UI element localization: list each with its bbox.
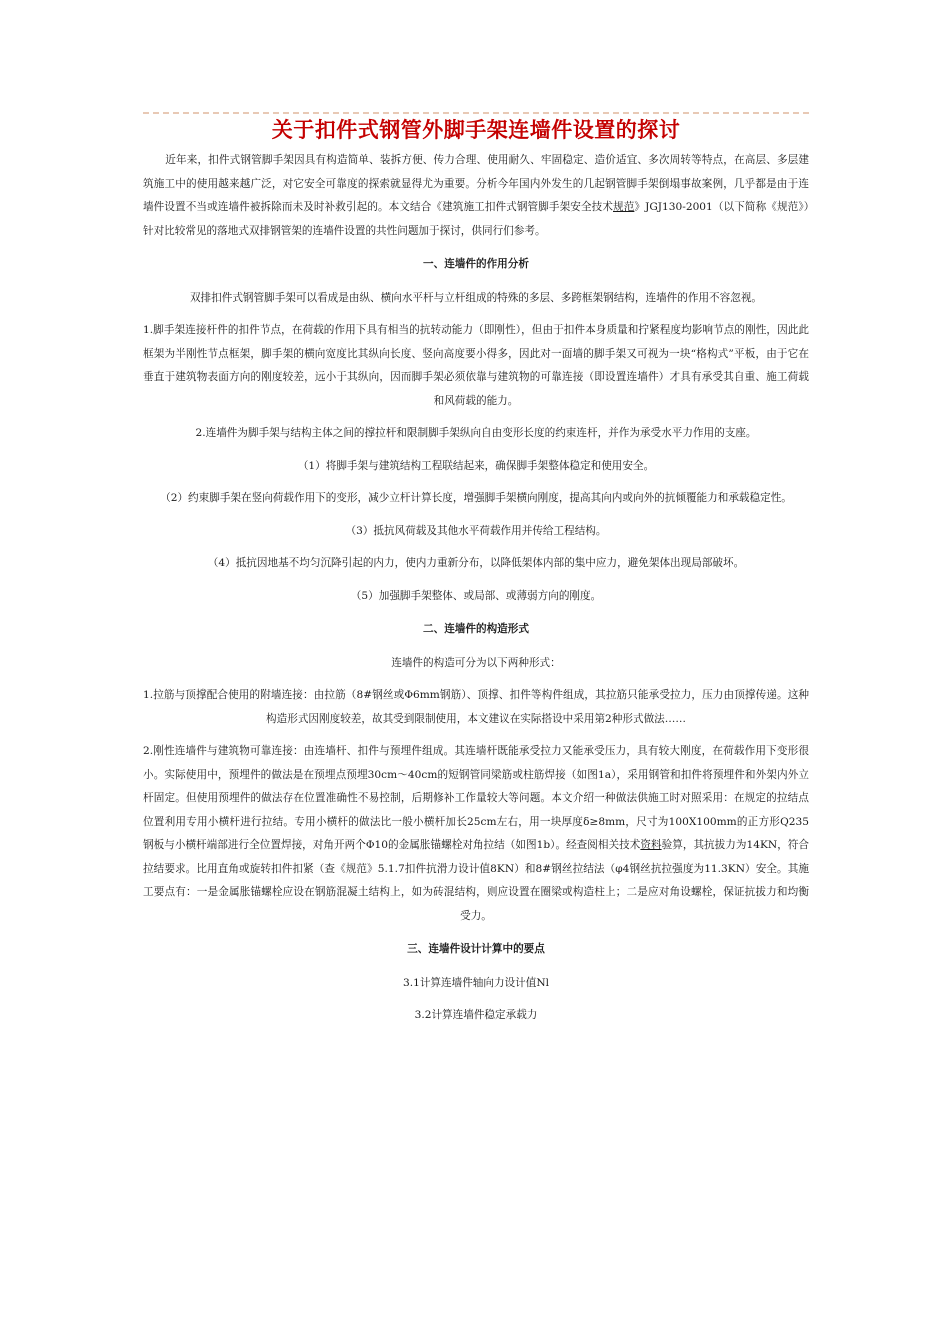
section-1-heading: 一、连墙件的作用分析 <box>423 258 529 270</box>
section-2-para-1: 连墙件的构造可分为以下两种形式： <box>391 656 561 669</box>
list-item-5: （5）加强脚手架整体、或局部、或薄弱方向的刚度。 <box>350 589 602 602</box>
section-2-heading: 二、连墙件的构造形式 <box>423 623 529 635</box>
section-1-para-1: 双排扣件式钢管脚手架可以看成是由纵、横向水平杆与立杆组成的特殊的多层、多跨框架钢结构，连墙件的作用不容忽视。 <box>189 291 763 304</box>
page-title: 关于扣件式钢管外脚手架连墙件设置的探讨 <box>271 117 681 142</box>
link-guifan[interactable]: 规范 <box>613 201 635 213</box>
section-1-para-3: 2.连墙件为脚手架与结构主体之间的撑拉杆和限制脚手架纵向自由变形长度的约束连杆，并作为承受水平力作用的支座。 <box>195 427 757 439</box>
list-item-3: （3）抵抗风荷载及其他水平荷载作用并传给工程结构。 <box>345 524 607 537</box>
section-1-para-2: 1.脚手架连接杆件的扣件节点，在荷载的作用下具有相当的抗转动能力（即刚性），但由于扣件本身质量和拧紧程度均影响节点的刚性，因此此框架为半刚性节点框架，脚手架的横向宽度比其纵向长度、竖向高度要小得多，因此对一面墙的脚手架又可视为一块“格构式”平板，由于它在垂直于建筑物表面方向的刚度较差，远小于其纵向，因而脚手架必须依靠与建筑物的可靠连接（即设置连墙件）才具有承受其自重、施工荷载和风荷载的能力。 <box>143 324 809 407</box>
section-3-item-1: 3.1计算连墙件轴向力设计值Nl <box>402 976 550 989</box>
section-3-item-2: 3.2计算连墙件稳定承载力 <box>414 1009 538 1021</box>
link-ziliao[interactable]: 资料 <box>640 839 662 851</box>
list-item-4: （4）抵抗因地基不均匀沉降引起的内力，使内力重新分布，以降低架体内部的集中应力，避免架体出现局部破坏。 <box>207 557 745 569</box>
title-rule-top <box>143 112 809 114</box>
document-page <box>143 112 809 1037</box>
list-item-2: （2）约束脚手架在竖向荷载作用下的变形，减少立杆计算长度，增强脚手架横向刚度，提高其向内或向外的抗倾覆能力和承载稳定性。 <box>160 492 792 504</box>
section-3-heading: 三、连墙件设计计算中的要点 <box>407 943 545 955</box>
intro-paragraph: 近年来，扣件式钢管脚手架因具有构造简单、装拆方便、传力合理、使用耐久、牢固稳定、造价适宜、多次周转等特点，在高层、多层建筑施工中的使用越来越广泛，对它安全可靠度的探索就显得尤为重要。分析今年国内外发生的几起钢管脚手架倒塌事故案例，几乎都是由于连墙件设置不当或连墙件被拆除而未及时补救引起的。本文结合《建筑施工扣件式钢管脚手架安全技术规范》JGJ130-2001（以下简称《规范》）针对比较常见的落地式双排钢管架的连墙件设置的共性问题加于探讨，供同行们参考。 <box>143 154 810 237</box>
list-item-1: （1）将脚手架与建筑结构工程联结起来，确保脚手架整体稳定和使用安全。 <box>297 459 655 472</box>
section-2-para-2: 1.拉筋与顶撑配合使用的附墙连接：由拉筋（8#钢丝或Φ6mm钢筋）、顶撑、扣件等构件组成，其拉筋只能承受拉力，压力由顶撑传递。这种构造形式因刚度较差，故其受到限制使用，本文建议在实际搭设中采用第2种形式做法…… <box>143 689 809 725</box>
section-2-para-3: 2.刚性连墙件与建筑物可靠连接：由连墙杆、扣件与预埋件组成。其连墙杆既能承受拉力又能承受压力，具有较大刚度，在荷载作用下变形很小。实际使用中，预埋件的做法是在预埋点预埋30cm～40cm的短钢管同梁筋或柱筋焊接（如图1a），采用钢管和扣件将预埋件和外架内外立杆固定。但使用预埋件的做法存在位置准确性不易控制，后期修补工作量较大等问题。本文介绍一种做法供施工时对照采用：在规定的拉结点位置利用专用小横杆进行拉结。专用小横杆的做法比一般小横杆加长25cm左右，用一块厚度δ≥8mm，尺寸为100X100mm的正方形Q235钢板与小横杆端部进行全位置焊接，对角开两个Φ10的金属胀锚螺栓对角拉结（如图1b）。经查阅相关技术资料验算，其抗拔力为14KN，符合拉结要求。比用直角或旋转扣件扣紧（查《规范》5.1.7扣件抗滑力设计值8KN）和8#钢丝拉结法（φ4钢丝抗拉强度为11.3KN）安全。其施工要点有：一是金属胀锚螺栓应设在钢筋混凝土结构上，如为砖混结构，则应设置在圈梁或构造柱上；二是应对角设螺栓，保证抗拔力和均衡受力。 <box>143 745 810 922</box>
